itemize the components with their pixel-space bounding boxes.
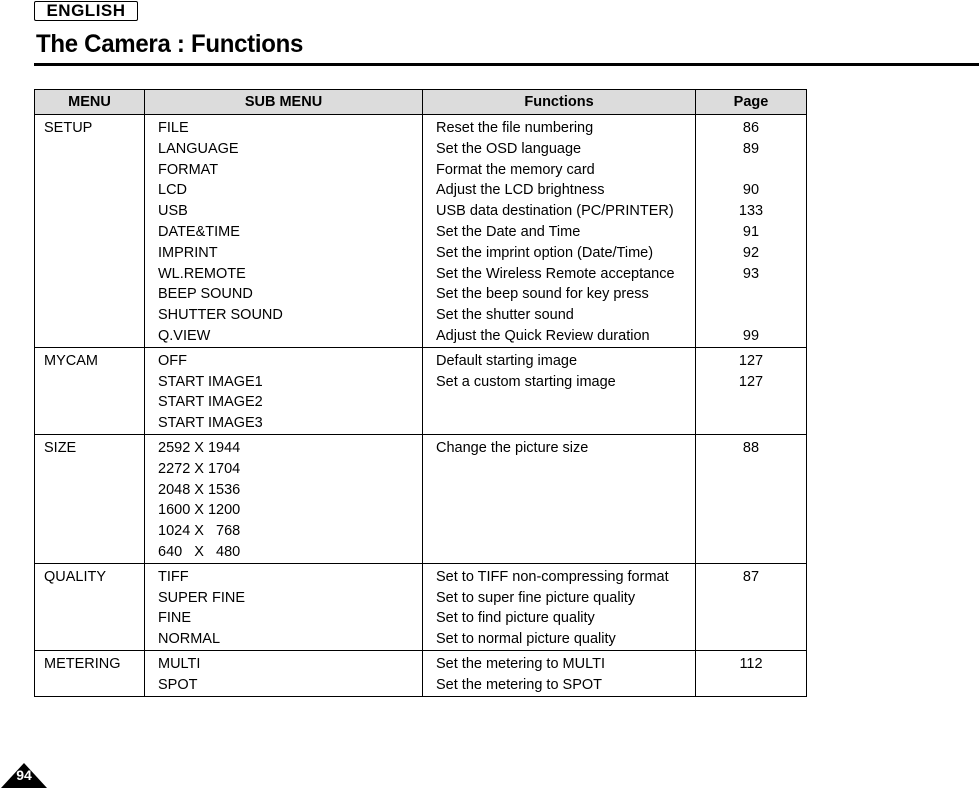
sub-menu-item: 2592 X 1944 (158, 439, 241, 456)
function-text: Set to TIFF non-compressing format (436, 568, 669, 585)
function-text: Set to find picture quality (436, 610, 595, 627)
page-ref (696, 500, 806, 521)
sub-menu-item: START IMAGE2 (158, 394, 263, 411)
sub-menu-item: SUPER FINE (158, 589, 246, 606)
function-text: Set the OSD language (436, 140, 582, 157)
table-row (35, 347, 807, 434)
page-ref: 133 (738, 203, 764, 220)
menu-cell: SIZE (44, 439, 77, 456)
menu-cell: METERING (44, 655, 121, 672)
function-text (436, 480, 695, 501)
sub-menu-item: FORMAT (158, 161, 219, 178)
menu-cell: QUALITY (44, 568, 107, 585)
page-ref (696, 521, 806, 542)
function-text: Set the Wireless Remote acceptance (436, 265, 675, 282)
sub-menu-item: LANGUAGE (158, 140, 239, 157)
sub-menu-item: LCD (158, 182, 188, 199)
sub-menu-item: Q.VIEW (158, 327, 211, 344)
sub-menu-item: START IMAGE1 (158, 373, 263, 390)
function-text: Format the memory card (436, 161, 595, 178)
sub-menu-item: IMPRINT (158, 244, 218, 261)
sub-menu-cell (145, 563, 423, 650)
table-header-row (35, 90, 807, 115)
menu-cell: MYCAM (44, 352, 98, 369)
page-ref: 87 (742, 568, 760, 585)
function-text (436, 500, 695, 521)
sub-menu-item: START IMAGE3 (158, 415, 263, 432)
function-text: Adjust the LCD brightness (436, 182, 605, 199)
sub-menu-cell (145, 115, 423, 348)
page-ref: 91 (742, 223, 760, 240)
function-text: Set the imprint option (Date/Time) (436, 244, 654, 261)
sub-menu-item: 1024 X 768 (158, 523, 241, 540)
table-row (35, 650, 807, 696)
sub-menu-item: FINE (158, 610, 192, 627)
page-ref (696, 542, 806, 563)
page-title: The Camera : Functions (36, 30, 304, 58)
function-text: Set the shutter sound (436, 307, 574, 324)
functions-table (34, 89, 807, 697)
function-text (436, 392, 695, 413)
sub-menu-item: FILE (158, 120, 189, 136)
function-text (436, 521, 695, 542)
function-text: Change the picture size (436, 439, 589, 456)
function-text: Reset the file numbering (436, 120, 594, 136)
page-ref: 86 (742, 120, 760, 136)
sub-menu-item: BEEP SOUND (158, 286, 253, 303)
sub-menu-item: WL.REMOTE (158, 265, 246, 282)
function-text (436, 413, 695, 434)
function-cell (423, 650, 696, 696)
table-body (35, 115, 807, 697)
menu-cell: SETUP (44, 120, 93, 136)
function-text: Set to super fine picture quality (436, 589, 636, 606)
sub-menu-item: 1600 X 1200 (158, 502, 241, 519)
page-ref (696, 588, 806, 609)
page-cell (696, 347, 807, 434)
page-ref (696, 284, 806, 305)
page-cell (696, 434, 807, 563)
function-text (436, 459, 695, 480)
function-text: Set the metering to MULTI (436, 655, 605, 672)
page-cell (696, 650, 807, 696)
sub-menu-item: DATE&TIME (158, 223, 240, 240)
sub-menu-item: 2048 X 1536 (158, 481, 241, 498)
sub-menu-cell (145, 650, 423, 696)
page-ref (696, 305, 806, 326)
page-cell (696, 563, 807, 650)
sub-menu-item: SHUTTER SOUND (158, 307, 283, 324)
function-text: Adjust the Quick Review duration (436, 327, 650, 344)
language-badge: ENGLISH (34, 1, 138, 21)
page-ref: 112 (739, 655, 763, 672)
page-ref (696, 413, 806, 434)
table-row (35, 563, 807, 650)
page-ref (696, 675, 806, 696)
page-cell (696, 115, 807, 348)
sub-menu-item: 2272 X 1704 (158, 460, 241, 477)
column-header-functions: Functions (423, 90, 696, 115)
page-ref: 88 (742, 439, 760, 456)
page-ref (696, 459, 806, 480)
page-ref (696, 608, 806, 629)
function-cell (423, 115, 696, 348)
function-text: Set the metering to SPOT (436, 676, 603, 693)
function-text: Set a custom starting image (436, 373, 616, 390)
sub-menu-item: NORMAL (158, 631, 221, 648)
function-cell (423, 563, 696, 650)
page-ref (696, 629, 806, 650)
sub-menu-item: TIFF (158, 568, 189, 585)
column-header-sub-menu: SUB MENU (145, 90, 423, 115)
page-number: 94 (16, 767, 32, 783)
column-header-menu: MENU (35, 90, 145, 115)
function-text: USB data destination (PC/PRINTER) (436, 203, 674, 220)
page-ref (696, 160, 806, 181)
sub-menu-cell (145, 434, 423, 563)
function-cell (423, 434, 696, 563)
sub-menu-item: MULTI (158, 655, 201, 672)
function-text: Default starting image (436, 352, 578, 369)
column-header-page: Page (696, 90, 807, 115)
function-text: Set the Date and Time (436, 223, 581, 240)
page-ref: 127 (738, 352, 764, 369)
function-cell (423, 347, 696, 434)
function-text (436, 542, 695, 563)
page-ref: 99 (742, 327, 760, 344)
page-ref: 93 (742, 265, 760, 282)
sub-menu-item: OFF (158, 352, 187, 369)
table-row (35, 115, 807, 348)
function-text: Set to normal picture quality (436, 631, 616, 648)
function-text: Set the beep sound for key press (436, 286, 649, 303)
table-row (35, 434, 807, 563)
sub-menu-item: USB (158, 203, 188, 220)
title-rule (34, 63, 979, 66)
sub-menu-item: SPOT (158, 676, 198, 693)
sub-menu-cell (145, 347, 423, 434)
sub-menu-item: 640 X 480 (158, 543, 241, 560)
page-ref: 90 (742, 182, 760, 199)
page-ref: 89 (742, 140, 760, 157)
page-ref: 92 (742, 244, 760, 261)
page-ref (696, 392, 806, 413)
page-ref: 127 (738, 373, 764, 390)
page-ref (696, 480, 806, 501)
